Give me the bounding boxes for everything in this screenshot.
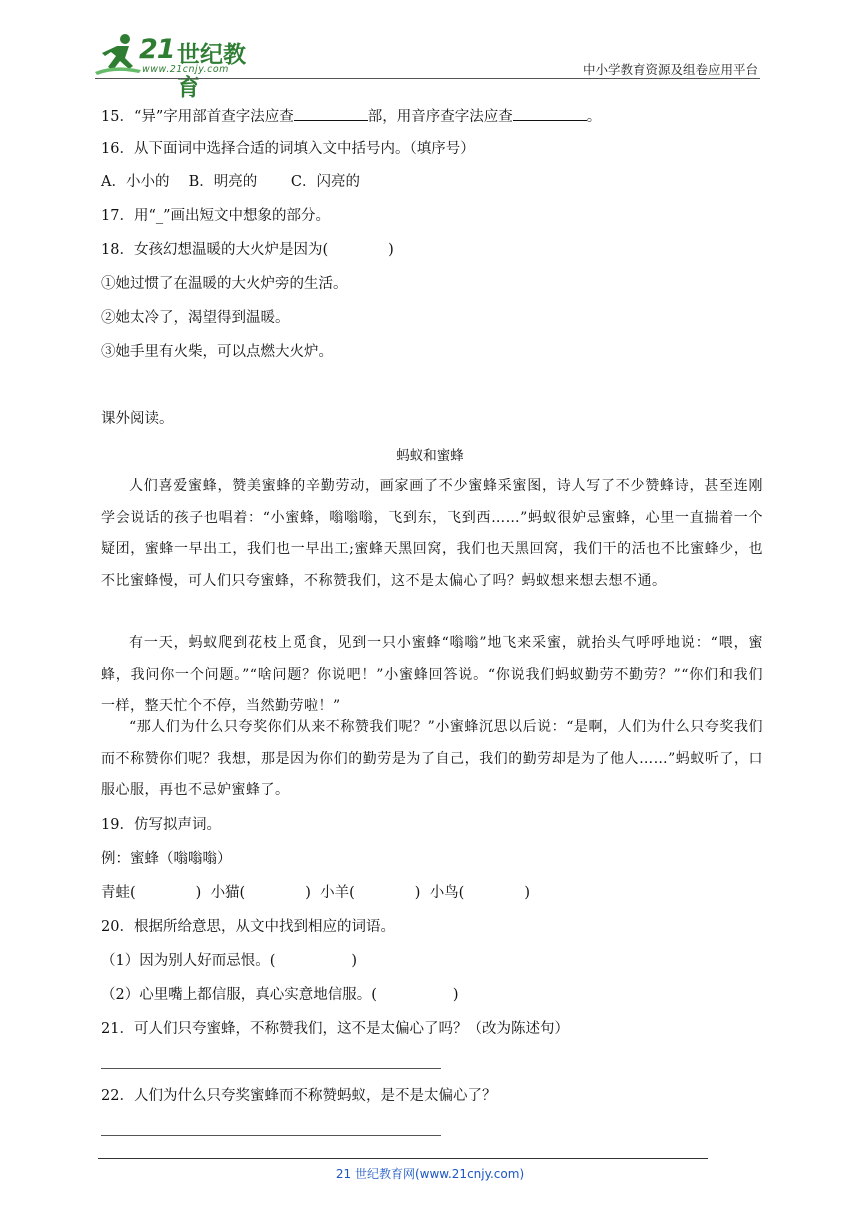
logo-number: 21	[139, 34, 175, 65]
passage-paragraph-1: 人们喜爱蜜蜂，赞美蜜蜂的辛勤劳动，画家画了不少蜜蜂采蜜图，诗人写了不少赞蜂诗，甚至连刚学会说话的孩子也唱着：“小蜜蜂，嗡嗡嗡，飞到东，飞到西……”蚂蚁很妒忌蜜蜂，心里一直揣着一个疑团，蜜蜂一早出工，我们也一早出工;蜜蜂天黑回窝，我们也天黑回窝，我们干的活也不比蜜蜂少，也不比蜜蜂慢，可人们只夸蜜蜂，不称赞我们，这不是太偏心了吗？蚂蚁想来想去想不通。	[101, 478, 763, 589]
question-19: 19．仿写拟声词。	[101, 817, 221, 833]
q18-stem: 18．女孩幻想温暖的大火炉是因为(	[101, 242, 329, 258]
passage-paragraph-2: 有一天，蚂蚁爬到花枝上觅食，见到一只小蜜蜂“嗡嗡”地飞来采蜜，就抬头气呼呼地说：“喂，蜜蜂，我问你一个问题。”“啥问题？你说吧！”小蜜蜂回答说。“你说我们蚂蚁勤劳不勤劳？”“你们和我们一样，整天忙个不停，当然勤劳啦！”	[101, 635, 763, 714]
question-16: 16．从下面词中选择合适的词填入文中括号内。（填序号）	[101, 141, 475, 157]
q19-item-cat: 小猫(	[210, 885, 246, 901]
q19-example: 例：蜜蜂（嗡嗡嗡）	[101, 851, 232, 867]
q19-items: 青蛙( ) 小猫( ) 小羊( ) 小鸟( )	[101, 885, 531, 901]
footer-link[interactable]: 21 世纪教育网(www.21cnjy.com)	[335, 1167, 525, 1181]
question-20: 20．根据所给意思，从文中找到相应的词语。	[101, 919, 395, 935]
q15-text-b: 部，用音序查字法应查	[367, 109, 513, 125]
question-22: 22．人们为什么只夸奖蜜蜂而不称赞蚂蚁，是不是太偏心了？	[101, 1088, 497, 1104]
q15-blank-2[interactable]	[513, 106, 587, 121]
section-label: 课外阅读。	[101, 411, 174, 427]
logo-text: 世纪教育	[177, 42, 246, 101]
q21-answer-line[interactable]	[101, 1068, 441, 1069]
footer-divider	[98, 1158, 708, 1159]
question-17: 17．用“_”画出短文中想象的部分。	[101, 208, 331, 224]
page-header	[95, 30, 760, 101]
q15-blank-1[interactable]	[294, 106, 368, 121]
q18-option-3: ③她手里有火柴，可以点燃大火炉。	[101, 344, 333, 360]
q19-item-bird: 小鸟(	[429, 885, 465, 901]
q20-sub-2: （2）心里嘴上都信服，真心实意地信服。( )	[101, 987, 459, 1003]
question-18	[101, 241, 394, 259]
runner-logo-icon	[95, 32, 143, 78]
passage-paragraph-3: “那人们为什么只夸奖你们从来不称赞我们呢？”小蜜蜂沉思以后说：“是啊，人们为什么只夸奖我们而不称赞你们呢？我想，那是因为你们的勤劳是为了自己，我们的勤劳却是为了他人……”蚂蚁听了，口服心服，再也不忌妒蜜蜂了。	[101, 719, 763, 798]
q20-sub-1: （1）因为别人好而忌恨。( )	[101, 953, 358, 969]
q15-text-a: 15．“异”字用部首查字法应查	[101, 109, 294, 125]
question-16-options: A．小小的 B．明亮的 C．闪亮的	[101, 174, 360, 190]
q22-answer-line[interactable]	[101, 1135, 441, 1136]
header-divider	[95, 78, 760, 79]
q18-close: )	[388, 242, 394, 258]
question-15	[101, 106, 601, 126]
logo-url: www.21cnjy.com	[142, 64, 229, 75]
platform-name: 中小学教育资源及组卷应用平台	[582, 62, 758, 77]
logo	[95, 32, 265, 101]
q19-item-lamb: 小羊(	[320, 885, 355, 901]
question-21: 21．可人们只夸蜜蜂，不称赞我们，这不是太偏心了吗？（改为陈述句）	[101, 1021, 569, 1037]
q15-text-c: 。	[586, 109, 602, 125]
passage-title: 蚂蚁和蜜蜂	[396, 448, 464, 464]
q19-item-frog: 青蛙(	[101, 885, 136, 901]
q18-option-2: ②她太冷了，渴望得到温暖。	[101, 310, 290, 326]
q18-option-1: ①她过惯了在温暖的大火炉旁的生活。	[101, 276, 348, 292]
